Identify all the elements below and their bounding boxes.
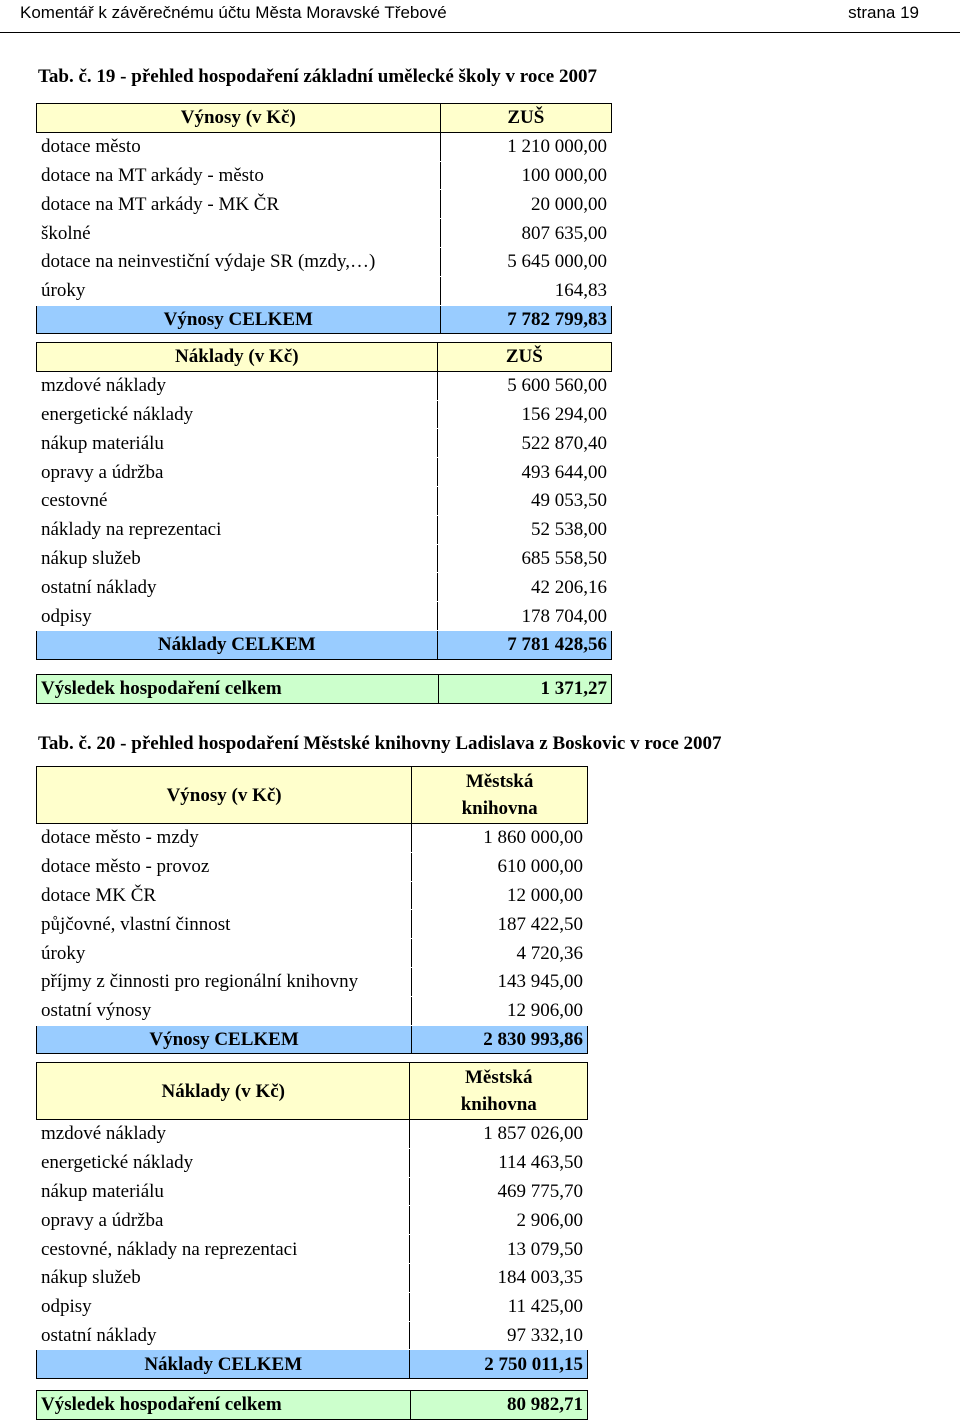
column-header-line2: knihovna bbox=[461, 798, 538, 819]
table-header-row bbox=[37, 343, 612, 372]
row-value: 12 906,00 bbox=[412, 996, 588, 1025]
table-row bbox=[37, 400, 612, 429]
result-row bbox=[37, 675, 612, 704]
row-label: cestovné bbox=[37, 486, 438, 515]
table-row bbox=[37, 1148, 588, 1177]
row-label: nákup služeb bbox=[37, 1263, 410, 1292]
column-header-value bbox=[412, 767, 588, 824]
total-row bbox=[37, 1350, 588, 1379]
row-label: dotace město bbox=[37, 132, 441, 161]
row-label: mzdové náklady bbox=[37, 371, 438, 400]
column-header-value: ZUŠ bbox=[440, 104, 611, 133]
row-label: úroky bbox=[37, 939, 412, 968]
column-header-line1: Městská bbox=[464, 1067, 533, 1088]
table-row bbox=[37, 881, 588, 910]
table-row bbox=[37, 1292, 588, 1321]
row-value: 164,83 bbox=[440, 276, 611, 305]
row-label: opravy a údržba bbox=[37, 1206, 410, 1235]
row-value: 13 079,50 bbox=[410, 1235, 588, 1264]
total-value: 7 782 799,83 bbox=[440, 305, 611, 334]
row-value: 156 294,00 bbox=[437, 400, 611, 429]
row-label: energetické náklady bbox=[37, 1148, 410, 1177]
result-value: 80 982,71 bbox=[410, 1391, 587, 1420]
total-label: Náklady CELKEM bbox=[37, 1350, 410, 1379]
table-body bbox=[37, 1120, 588, 1350]
row-label: dotace město - mzdy bbox=[37, 824, 412, 853]
column-header-label: Náklady (v Kč) bbox=[37, 343, 438, 372]
table-19-costs bbox=[36, 342, 612, 660]
table-body bbox=[37, 371, 612, 630]
table-row bbox=[37, 1206, 588, 1235]
row-label: odpisy bbox=[37, 1292, 410, 1321]
row-value: 11 425,00 bbox=[410, 1292, 588, 1321]
table-row bbox=[37, 190, 612, 219]
table-19-revenues bbox=[36, 103, 612, 334]
table-row bbox=[37, 1263, 588, 1292]
column-header-label: Náklady (v Kč) bbox=[37, 1063, 410, 1120]
row-value: 610 000,00 bbox=[412, 852, 588, 881]
row-label: mzdové náklady bbox=[37, 1120, 410, 1149]
table-row bbox=[37, 486, 612, 515]
table-row bbox=[37, 1177, 588, 1206]
row-value: 685 558,50 bbox=[437, 544, 611, 573]
table-20-result bbox=[36, 1390, 588, 1420]
row-value: 184 003,35 bbox=[410, 1263, 588, 1292]
table-19-caption: Tab. č. 19 - přehled hospodaření základní umělecké školy v roce 2007 bbox=[38, 66, 597, 87]
column-header-label: Výnosy (v Kč) bbox=[37, 767, 412, 824]
header-divider bbox=[0, 32, 960, 33]
document-title: Komentář k závěrečnému účtu Města Moravské Třebové bbox=[20, 3, 447, 22]
row-label: cestovné, náklady na reprezentaci bbox=[37, 1235, 410, 1264]
table-row bbox=[37, 132, 612, 161]
row-label: nákup materiálu bbox=[37, 429, 438, 458]
column-header-value: ZUŠ bbox=[437, 343, 611, 372]
table-row bbox=[37, 371, 612, 400]
total-label: Výnosy CELKEM bbox=[37, 305, 441, 334]
page-header bbox=[0, 0, 960, 34]
table-row bbox=[37, 161, 612, 190]
row-value: 469 775,70 bbox=[410, 1177, 588, 1206]
table-body bbox=[37, 824, 588, 1026]
row-value: 807 635,00 bbox=[440, 219, 611, 248]
table-row bbox=[37, 544, 612, 573]
table-row bbox=[37, 247, 612, 276]
total-value: 2 750 011,15 bbox=[410, 1350, 588, 1379]
row-label: opravy a údržba bbox=[37, 458, 438, 487]
table-row bbox=[37, 429, 612, 458]
column-header-line2: knihovna bbox=[460, 1094, 537, 1115]
result-row bbox=[37, 1391, 588, 1420]
table-row bbox=[37, 1321, 588, 1350]
result-value: 1 371,27 bbox=[439, 675, 612, 704]
row-label: půjčovné, vlastní činnost bbox=[37, 910, 412, 939]
table-row bbox=[37, 276, 612, 305]
row-value: 20 000,00 bbox=[440, 190, 611, 219]
table-row bbox=[37, 602, 612, 631]
row-value: 522 870,40 bbox=[437, 429, 611, 458]
column-header-label: Výnosy (v Kč) bbox=[37, 104, 441, 133]
row-label: školné bbox=[37, 219, 441, 248]
row-value: 42 206,16 bbox=[437, 573, 611, 602]
row-label: dotace na MT arkády - město bbox=[37, 161, 441, 190]
row-value: 143 945,00 bbox=[412, 967, 588, 996]
table-row bbox=[37, 1120, 588, 1149]
row-label: náklady na reprezentaci bbox=[37, 515, 438, 544]
row-value: 1 857 026,00 bbox=[410, 1120, 588, 1149]
total-row bbox=[37, 630, 612, 659]
row-value: 97 332,10 bbox=[410, 1321, 588, 1350]
row-label: dotace na MT arkády - MK ČR bbox=[37, 190, 441, 219]
table-19-result bbox=[36, 674, 612, 704]
row-value: 4 720,36 bbox=[412, 939, 588, 968]
total-value: 2 830 993,86 bbox=[412, 1025, 588, 1054]
table-header-row bbox=[37, 767, 588, 824]
table-body bbox=[37, 132, 612, 305]
row-value: 178 704,00 bbox=[437, 602, 611, 631]
table-header-row bbox=[37, 1063, 588, 1120]
table-row bbox=[37, 996, 588, 1025]
table-row bbox=[37, 910, 588, 939]
total-label: Náklady CELKEM bbox=[37, 630, 438, 659]
table-row bbox=[37, 967, 588, 996]
total-value: 7 781 428,56 bbox=[437, 630, 611, 659]
row-label: odpisy bbox=[37, 602, 438, 631]
table-row bbox=[37, 458, 612, 487]
row-label: energetické náklady bbox=[37, 400, 438, 429]
row-value: 114 463,50 bbox=[410, 1148, 588, 1177]
row-value: 5 600 560,00 bbox=[437, 371, 611, 400]
result-label: Výsledek hospodaření celkem bbox=[37, 1391, 411, 1420]
result-label: Výsledek hospodaření celkem bbox=[37, 675, 439, 704]
row-label: ostatní náklady bbox=[37, 573, 438, 602]
row-value: 187 422,50 bbox=[412, 910, 588, 939]
row-value: 2 906,00 bbox=[410, 1206, 588, 1235]
page-number: strana 19 bbox=[848, 3, 919, 22]
table-row bbox=[37, 852, 588, 881]
row-label: nákup materiálu bbox=[37, 1177, 410, 1206]
row-label: ostatní výnosy bbox=[37, 996, 412, 1025]
table-header-row bbox=[37, 104, 612, 133]
total-label: Výnosy CELKEM bbox=[37, 1025, 412, 1054]
table-20-costs bbox=[36, 1062, 588, 1379]
table-row bbox=[37, 515, 612, 544]
table-row bbox=[37, 824, 588, 853]
row-value: 52 538,00 bbox=[437, 515, 611, 544]
table-row bbox=[37, 219, 612, 248]
column-header-value bbox=[410, 1063, 588, 1120]
row-value: 12 000,00 bbox=[412, 881, 588, 910]
table-row bbox=[37, 573, 612, 602]
row-label: dotace město - provoz bbox=[37, 852, 412, 881]
row-value: 100 000,00 bbox=[440, 161, 611, 190]
row-label: nákup služeb bbox=[37, 544, 438, 573]
row-label: příjmy z činnosti pro regionální knihovny bbox=[37, 967, 412, 996]
column-header-line1: Městská bbox=[465, 771, 534, 792]
total-row bbox=[37, 1025, 588, 1054]
row-label: ostatní náklady bbox=[37, 1321, 410, 1350]
total-row bbox=[37, 305, 612, 334]
table-row bbox=[37, 1235, 588, 1264]
row-value: 493 644,00 bbox=[437, 458, 611, 487]
table-20-revenues bbox=[36, 766, 588, 1054]
row-label: úroky bbox=[37, 276, 441, 305]
table-row bbox=[37, 939, 588, 968]
row-value: 1 860 000,00 bbox=[412, 824, 588, 853]
row-value: 1 210 000,00 bbox=[440, 132, 611, 161]
row-label: dotace MK ČR bbox=[37, 881, 412, 910]
row-value: 5 645 000,00 bbox=[440, 247, 611, 276]
row-label: dotace na neinvestiční výdaje SR (mzdy,…) bbox=[37, 247, 441, 276]
row-value: 49 053,50 bbox=[437, 486, 611, 515]
table-20-caption: Tab. č. 20 - přehled hospodaření Městské knihovny Ladislava z Boskovic v roce 2007 bbox=[38, 733, 722, 754]
